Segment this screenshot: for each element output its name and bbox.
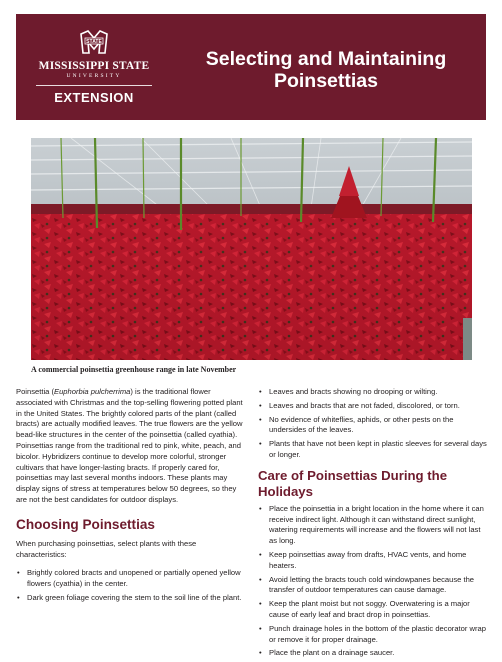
care-list	[258, 504, 488, 659]
logo-divider	[36, 85, 152, 86]
figure-caption: A commercial poinsettia greenhouse range in late November	[31, 365, 237, 374]
svg-text:STATE: STATE	[86, 39, 102, 45]
right-column	[258, 387, 488, 662]
list-item: • Plants that have not been kept in plastic sleeves for several days or longer.	[258, 439, 488, 461]
list-item: • Place the plant on a drainage saucer.	[258, 648, 488, 659]
list-item: • Dark green foliage covering the stem to the soil line of the plant.	[16, 593, 248, 604]
page-title: Selecting and Maintaining Poinsettias	[205, 48, 447, 92]
list-item: • No evidence of whiteflies, aphids, or other pests on the undersides of the leaves.	[258, 415, 488, 437]
care-heading: Care of Poinsettias During the Holidays	[258, 467, 448, 499]
list-item: • Punch drainage holes in the bottom of the plastic decorator wrap or remove it for proper drainage.	[258, 624, 488, 646]
university-subtitle: UNIVERSITY	[66, 73, 122, 79]
extension-label: EXTENSION	[54, 90, 134, 105]
scientific-name: Euphorbia pulcherrima	[54, 387, 131, 396]
list-item: • Keep poinsettias away from drafts, HVAC vents, and home heaters.	[258, 550, 488, 572]
intro-paragraph: Poinsettia (Euphorbia pulcherrima) is the traditional flower associated with Christmas and the top-selling flowering potted plant in the United States. The brightly colored parts of the plant (called bracts) are actually modified leaves. The true flowers are the yellow bead-like structures in the center of the poinsettia (called cyathia). Poinsettias range from the traditional red to pink, white, peach, and bicolor. Hybridizers continue to develop more colorful, stronger cultivars that have longer-lasting bracts. If properly cared for, poinsettias may last several months indoors. These plants may display signs of stress at temperatures below 50 degrees, so they are not the best candidates for outdoor displays.	[16, 387, 243, 504]
list-item: • Keep the plant moist but not soggy. Overwatering is a major cause of early leaf and bract drop in poinsettias.	[258, 599, 488, 621]
msu-m-emblem-icon	[79, 28, 109, 56]
choosing-lead: When purchasing poinsettias, select plants with these characteristics:	[16, 538, 197, 559]
greenhouse-poinsettia-photo	[31, 138, 472, 360]
list-item: • Brightly colored bracts and unopened or partially opened yellow flowers (cyathia) in the center.	[16, 568, 248, 590]
choosing-heading: Choosing Poinsettias	[16, 516, 155, 532]
list-item: • Place the poinsettia in a bright location in the home where it can receive indirect light. Although it can withstand direct sunlight, watering requirements will increase and the flowers will not last as long.	[258, 504, 488, 547]
list-item: • Avoid letting the bracts touch cold windowpanes because the transfer of outdoor temperatures can cause damage.	[258, 575, 488, 597]
selection-list	[258, 387, 488, 461]
left-column	[16, 387, 248, 607]
list-item: • Leaves and bracts that are not faded, discolored, or torn.	[258, 401, 488, 412]
msu-extension-logo	[24, 24, 164, 112]
header-banner	[16, 14, 486, 120]
list-item: • Leaves and bracts showing no drooping or wilting.	[258, 387, 488, 398]
choosing-list	[16, 568, 248, 603]
university-name: MISSISSIPPI STATE	[38, 60, 150, 72]
